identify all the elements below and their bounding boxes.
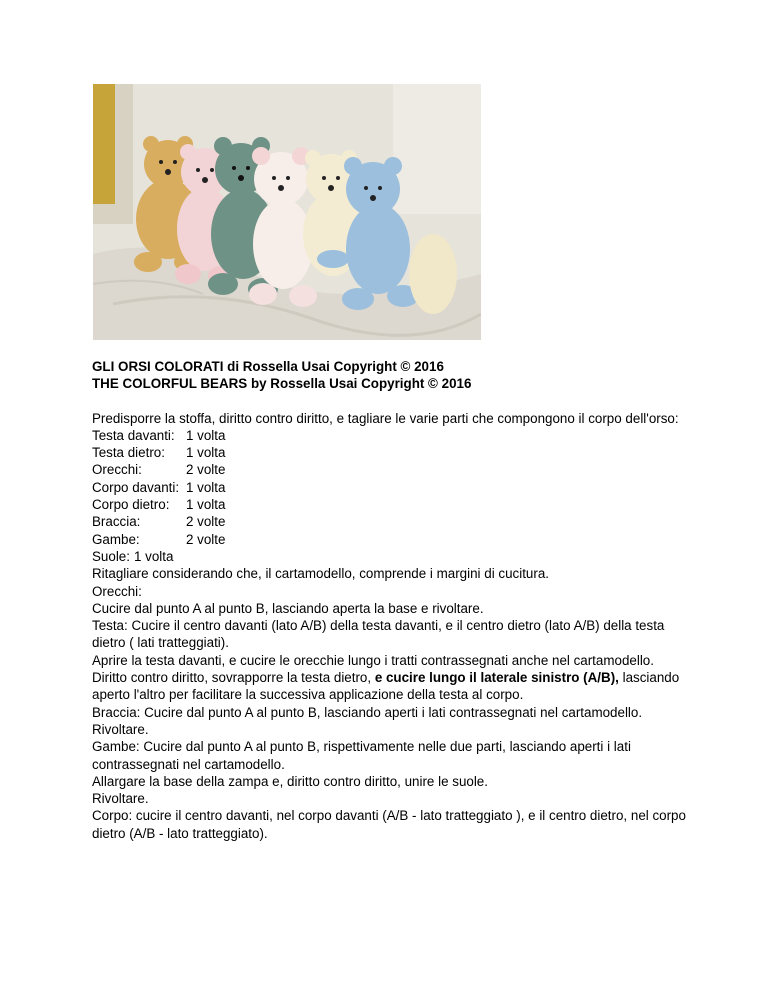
list-item: Corpo davanti: 1 volta <box>92 479 226 495</box>
list-item: Testa dietro: 1 volta <box>92 445 226 461</box>
aprire-paragraph: Aprire la testa davanti, e cucire le orecchie lungo i tratti contrassegnati anche nel cartamodello. Diritto contro diritto, sovrapporre la testa dietro, e cucire lungo il laterale sinistro (A/B), lasciando aperto l'altro per facilitare la successiva applicazione della testa al corpo. <box>92 652 680 703</box>
orecchi-paragraph: Cucire dal punto A al punto B, lasciando aperta la base e rivoltare. <box>92 600 484 616</box>
list-item: Orecchi: 2 volte <box>92 462 226 478</box>
orecchi-heading: Orecchi: <box>92 583 142 599</box>
list-item: Suole: 1 volta <box>92 548 174 564</box>
list-item: Gambe: 2 volte <box>92 531 226 547</box>
title-italian: GLI ORSI COLORATI di Rossella Usai Copyright © 2016 <box>92 359 444 374</box>
bold-emphasis: e cucire lungo il laterale sinistro (A/B), <box>374 670 619 686</box>
testa-paragraph: Testa: Cucire il centro davanti (lato A/B) della testa davanti, e il centro dietro (lato A/B) della testa dietro ( lati tratteggiati). <box>92 618 665 651</box>
parts-list <box>92 427 692 565</box>
list-item: Testa davanti: 1 volta <box>92 427 226 443</box>
document-body <box>92 358 692 842</box>
spacer <box>92 393 692 410</box>
list-item: Corpo dietro: 1 volta <box>92 497 226 513</box>
rivoltare-paragraph: Rivoltare. <box>92 791 149 807</box>
intro-paragraph: Predisporre la stoffa, diritto contro diritto, e tagliare le varie parti che compongono il corpo dell'orso: <box>92 410 679 426</box>
gambe-paragraph: Gambe: Cucire dal punto A al punto B, rispettivamente nelle due parti, lasciando aperti i lati contrassegnati nel cartamodello. <box>92 739 631 772</box>
braccia-paragraph: Braccia: Cucire dal punto A al punto B, lasciando aperti i lati contrassegnati nel cartamodello. Rivoltare. <box>92 704 643 737</box>
corpo-paragraph: Corpo: cucire il centro davanti, nel corpo davanti (A/B - lato tratteggiato ), e il centro dietro, nel corpo dietro (A/B - lato tratteggiato). <box>92 808 686 841</box>
ritagliare-paragraph: Ritagliare considerando che, il cartamodello, comprende i margini di cucitura. <box>92 566 549 582</box>
title-english: THE COLORFUL BEARS by Rossella Usai Copyright © 2016 <box>92 376 472 392</box>
teddy-bears-illustration <box>93 84 481 340</box>
list-item: Braccia: 2 volte <box>92 514 226 530</box>
teddy-bears-photo <box>93 84 481 340</box>
allargare-paragraph: Allargare la base della zampa e, diritto contro diritto, unire le suole. <box>92 773 488 789</box>
